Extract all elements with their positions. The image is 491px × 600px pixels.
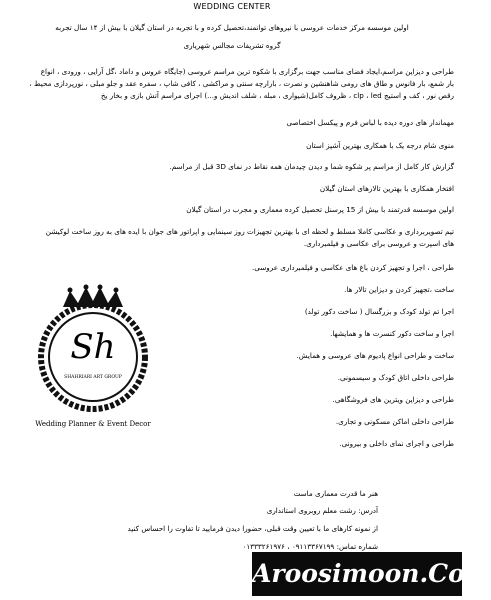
logo-ring-text: SHAHRIARI ART GROUP (64, 375, 122, 380)
service-line: ساخت و طراحی انواع پادیوم های عروسی و همایش. (296, 351, 454, 360)
service-line: طراحی و اجرای نمای داخلی و بیرونی. (339, 439, 454, 448)
service-line: طراحی داخلی اتاق کودک و سیسمونی. (337, 373, 454, 382)
service-line: اجرا و ساخت دکور کنسرت ها و همایشها. (330, 329, 454, 338)
service-line: طراحی و دیزاین مراسم،ایجاد فضای مناسب جهت برگزاری با شکوه ترین مراسم عروسی (جایگاه عروس و داماد ،گل آرایی ، ورودی ، انواع (40, 67, 454, 76)
service-line: طراحی داخلی اماکن مسکونی و تجاری. (335, 417, 454, 426)
service-line: مهماندار های دوره دیده با لباس فرم و پیکسل اختصاصی (286, 118, 454, 127)
service-line: ساخت ،تجهیز کردن و دیزاین تالار ها. (344, 285, 454, 294)
service-line: گزارش کار کامل از مراسم پر شکوه شما و دیدن چیدمان همه نقاط در نمای 3D قبل از مراسم. (169, 162, 454, 171)
service-line: طراحی و دیزاین ویترین های فروشگاهی. (332, 395, 454, 404)
address: آدرس: رشت معلم روبروی استانداری (266, 506, 378, 515)
logo-monogram: Sh (70, 327, 116, 367)
logo (18, 285, 168, 445)
service-line: های اسپرت و عروسی برای عکاسی و فیلمبرداری. (303, 239, 454, 248)
service-line: بار شمع، بار فانوس و طاق های رومی شاهنشین و نصرت ، بارارچه سنتی و مراکشی ، کافی شاپ ، سفره عقد و جلو مبلی ، نورپردازی محیط ، (29, 79, 454, 88)
watermark: Aroosimoon.Com (252, 552, 462, 596)
service-line: افتخار همکاری با بهترین تالارهای استان گیلان (319, 184, 454, 193)
service-line: اولین موسسه قدرتمند با بیش از 15 پرسنل تحصیل کرده معماری و مجرب در استان گیلان (186, 205, 454, 214)
logo-caption: Wedding Planner & Event Decor (35, 420, 151, 428)
page-title: WEDDING CENTER (193, 2, 271, 11)
service-line: اجرا تم تولد کودک و بزرگسال ( ساخت دکور تولد) (304, 307, 454, 316)
intro-line-2: گروه تشریفات مجالس شهریاری (183, 41, 281, 50)
service-line: تیم تصویربرداری و عکاسی کاملا مسلط و لحظه ای با بهترین تجهیزات روز سینمایی و اپراتور های جوان با ایده های به روز ساخت لوکیشن (45, 227, 454, 236)
service-line: منوی شام درجه یک با همکاری بهترین آشپز استان (306, 141, 454, 150)
phone-numbers: شماره تماس: ۰۹۱۱۳۳۶۷۱۹۹ ، ۰۱۳۳۳۲۶۱۹۷۶ (242, 542, 378, 551)
tagline: هنر ما قدرت معماری ماست (293, 489, 378, 498)
visit-note: از نمونه کارهای ما با تعیین وقت قبلی، حضورا دیدن فرمایید تا تفاوت را احساس کنید (127, 524, 378, 533)
service-line: رقص نور ، کف و استیج clp ، led ، ظروف کامل(شیواری ، مبله ، شلف اندیش و...) اجرای مراسم آتش بازی و بخار یخ (100, 91, 454, 100)
service-line: طراحی ، اجرا و تجهیز کردن باغ های عکاسی و فیلمبرداری عروسی. (251, 263, 454, 272)
intro-line-1: اولین موسسه مرکز خدمات عروسی با نیروهای توانمند،تحصیل کرده و با تجربه در استان گیلان با بیش از ۱۴ سال تجربه (55, 23, 409, 32)
